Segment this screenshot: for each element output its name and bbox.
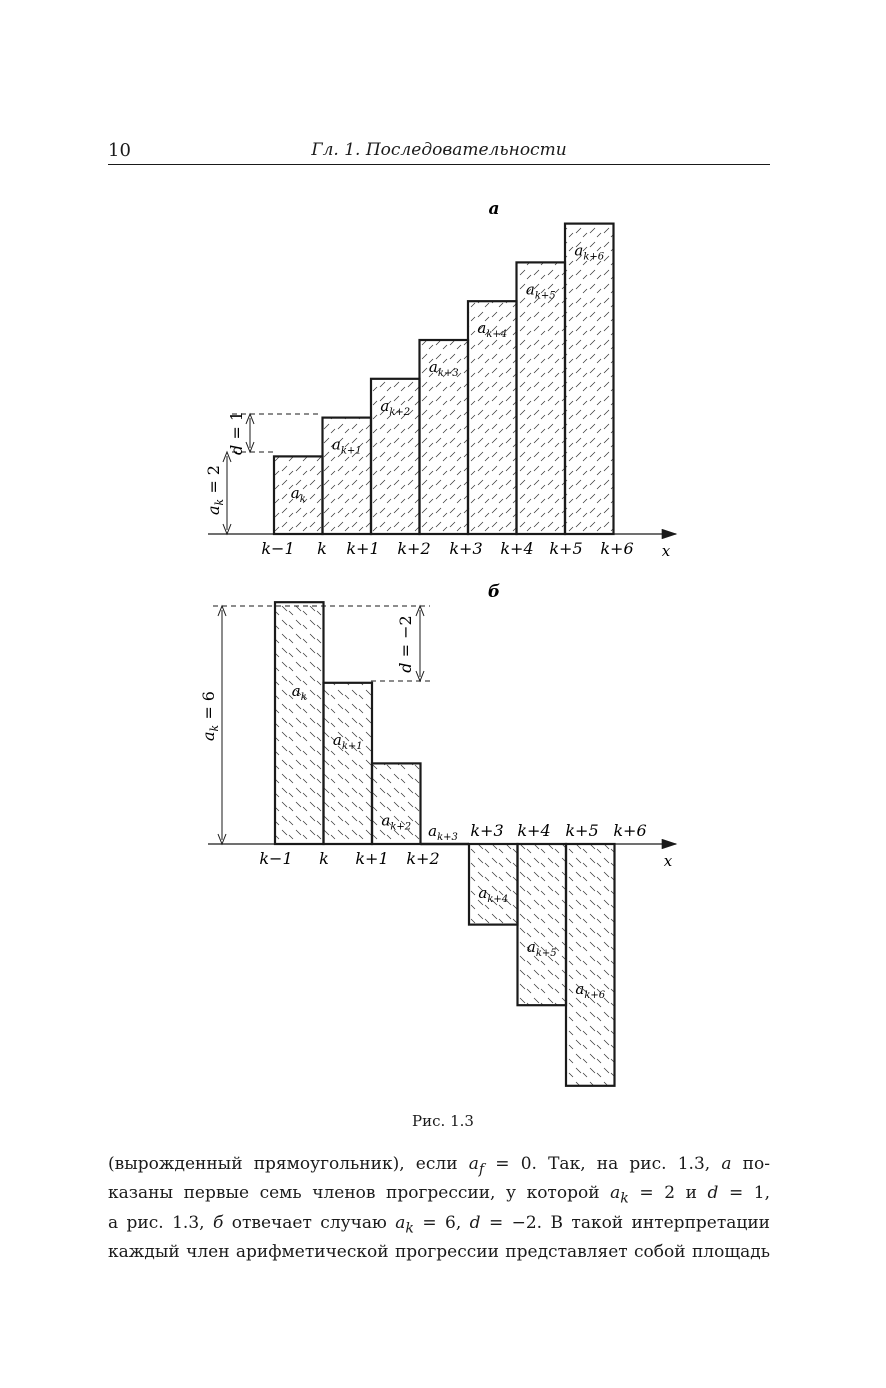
panel-b-bar-label-0: $a_k$ (291, 682, 307, 704)
panel-a-tick-1: k (317, 539, 327, 558)
panel-a-bar-label-6: $a_{k+6}$ (574, 241, 605, 263)
panel-b-bar-1 (324, 683, 373, 844)
panel-b-bar-5 (518, 844, 567, 1005)
panel-a-tick-0: k−1 (261, 539, 295, 558)
panel-b-bar-0 (275, 602, 324, 844)
panel-b-tick-6: k+5 (565, 821, 599, 840)
panel-b-bar-4 (469, 844, 518, 925)
panel-a-tick-5: k+4 (500, 539, 534, 558)
panel-a (204, 199, 676, 560)
panel-b-tick-2: k+1 (355, 849, 389, 868)
panel-a-bars (274, 224, 614, 534)
panel-a-tick-labels (261, 539, 633, 558)
panel-b-bar-label-1: $a_{k+1}$ (332, 730, 363, 752)
panel-a-bar-label-1: $a_{k+1}$ (331, 435, 362, 457)
page-number: 10 (108, 140, 131, 161)
panel-b-x-label: x (663, 852, 673, 870)
panel-a-bar-label-3: $a_{k+3}$ (428, 358, 459, 379)
panel-b-tick-3: k+2 (406, 849, 440, 868)
panel-b-bar-label-2: $a_{k+2}$ (381, 811, 412, 833)
panel-a-tick-6: k+5 (549, 539, 583, 558)
body-line-4: каждый член арифметической прогрессии представляет собой площадь (108, 1242, 770, 1263)
panel-a-bar-label-2: $a_{k+2}$ (380, 396, 411, 418)
panel-b-tick-7: k+6 (613, 821, 647, 840)
panel-b-tick-0: k−1 (259, 849, 293, 868)
panel-a-label: а (488, 199, 500, 219)
panel-a-bar-label-0: $a_k$ (290, 484, 306, 505)
panel-b-bar-6 (566, 844, 615, 1086)
panel-b-bar-label-4: $a_{k+4}$ (478, 884, 509, 905)
panel-b-bar-label-5: $a_{k+5}$ (526, 938, 557, 959)
panel-b-tick-1: k (319, 849, 329, 868)
body-line-1: (вырожденный прямоугольник), если $a_f = 0$. Так, на рис. 1.3, а по- (108, 1154, 770, 1178)
panel-b-bar-label-6: $a_{k+6}$ (575, 980, 606, 1001)
panel-a-bar-label-4: $a_{k+4}$ (477, 319, 508, 341)
panel-b-bar-label-3: $a_{k+3}$ (428, 822, 458, 843)
panel-b-d-dimension: d = −2 (396, 615, 415, 673)
panel-a-tick-7: k+6 (600, 539, 634, 558)
panel-a-bar-5 (517, 262, 566, 534)
panel-a-tick-3: k+2 (397, 539, 431, 558)
panel-a-bar-6 (565, 224, 614, 534)
chapter-title: Гл. 1. Последовательности (311, 140, 567, 160)
body-line-2: казаны первые семь членов прогрессии, у которой $a_k = 2$ и d = 1, (108, 1183, 770, 1207)
panel-a-bar-label-5: $a_{k+5}$ (525, 280, 556, 302)
panel-b-label: б (487, 582, 501, 602)
panel-a-ak-dimension: $a_k = 2$ (204, 465, 226, 515)
panel-a-d-dimension: d = 1 (227, 410, 246, 456)
panel-a-bar-1 (323, 418, 372, 534)
panel-a-tick-2: k+1 (346, 539, 380, 558)
panel-b-tick-5: k+4 (517, 821, 551, 840)
panel-a-x-label: x (661, 542, 671, 560)
panel-a-bar-2 (371, 379, 420, 534)
panel-b (199, 582, 676, 1086)
panel-b-tick-4: k+3 (470, 821, 504, 840)
panel-b-ak-dimension: $a_k = 6$ (199, 691, 221, 741)
panel-a-tick-4: k+3 (449, 539, 483, 558)
body-line-3: а рис. 1.3, б отвечает случаю $a_k = 6$, d = −2. В такой интерпретации (108, 1212, 770, 1237)
figure-caption: Рис. 1.3 (412, 1112, 474, 1130)
body-paragraph (108, 1152, 770, 1264)
